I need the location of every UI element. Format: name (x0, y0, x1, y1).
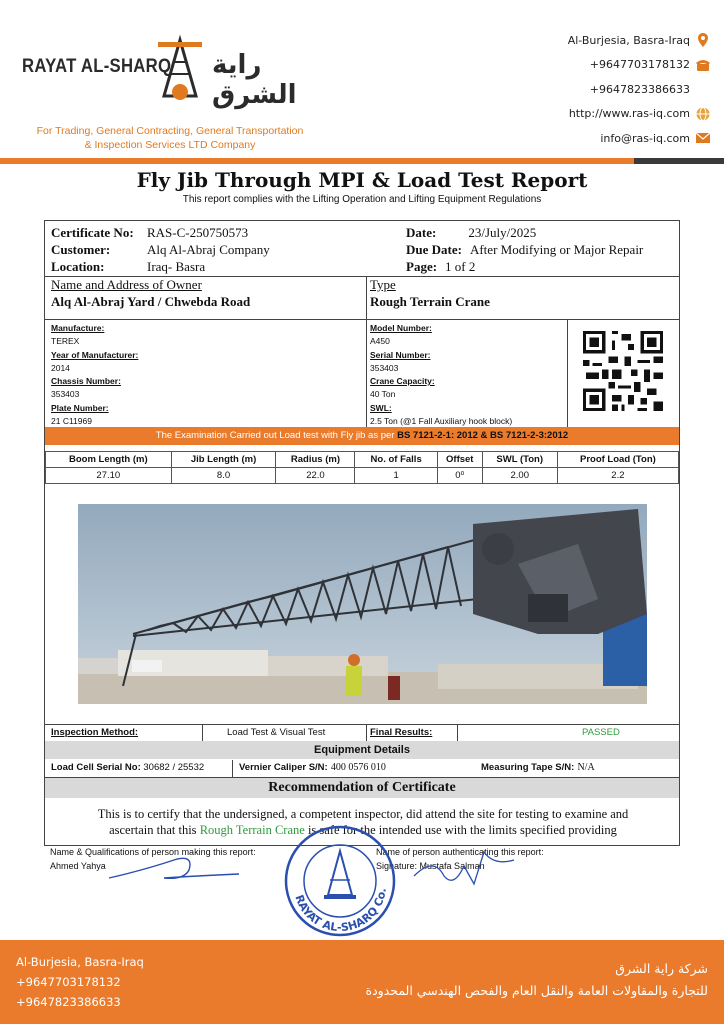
owner-heading: Name and Address of Owner (51, 277, 202, 292)
column-header: Offset (437, 452, 482, 468)
contact-phone-1[interactable]: +9647703178132 (490, 53, 710, 78)
maker-name: Ahmed Yahya (50, 861, 106, 871)
page-number: 1 of 2 (445, 259, 476, 274)
report-subtitle: This report complies with the Lifting Operation and Lifting Equipment Regulations (182, 194, 542, 205)
equipment-heading: Equipment Details (45, 741, 679, 759)
tape-serial: N/A (577, 762, 595, 773)
authenticator-label: Name of person authenticating this report: (376, 847, 544, 857)
crane-capacity: 40 Ton (370, 389, 396, 400)
footer (0, 940, 724, 1024)
certificate-info: Certificate No: RAS-C-250750573 Customer: Alq Al-Abraj Company Location: Iraq- Basra (51, 225, 270, 274)
globe-icon (696, 107, 710, 121)
inspection-row: Inspection Method: Load Test & Visual Test Final Results: PASSED (51, 727, 620, 738)
qr-code-icon[interactable] (583, 331, 663, 411)
standard-reference: BS 7121-2-1: 2012 & BS 7121-2-3:2012 (397, 430, 569, 441)
examination-banner: The Examination Carried out Load test with Fly jib as per BS 7121-2-1: 2012 & BS 7121-2-3:2012 (45, 427, 679, 445)
load-cell-serial: 30682 / 25532 (143, 762, 205, 773)
column-header: Jib Length (m) (171, 452, 276, 468)
specs-left: Manufacture: TEREX Year of Manufacturer: 2014 Chassis Number: 353403 Plate Number: 21 C11969 (51, 322, 138, 428)
footer-phone-2[interactable]: +9647823386633 (16, 995, 121, 1009)
model-number: A450 (370, 336, 390, 347)
contact-website[interactable]: http://www.ras-iq.com (490, 102, 710, 127)
column-header: Boom Length (m) (46, 452, 172, 468)
column-header: Radius (m) (276, 452, 355, 468)
company-logo (16, 34, 316, 110)
divider (45, 319, 679, 320)
authenticator-name: Mustafa Salman (419, 861, 485, 871)
test-parameters-table (45, 451, 679, 484)
due-date: After Modifying or Major Repair (469, 242, 644, 257)
plate-number: 21 C11969 (51, 416, 92, 427)
final-result: PASSED (582, 727, 620, 738)
location-pin-icon (696, 33, 710, 47)
type-heading: Type (370, 277, 396, 292)
certificate-body (44, 220, 680, 846)
equipment-row: Load Cell Serial No: 30682 / 25532 Vernier Caliper S/N: 400 0576 010 Measuring Tape S/N: N/A (51, 762, 595, 773)
swl-value: 2.5 Ton (@1 Fall Auxiliary hook block) (370, 416, 513, 427)
contact-address: Al-Burjesia, Basra-Iraq (490, 28, 710, 53)
equipment-type: Rough Terrain Crane (370, 294, 490, 309)
column-header: No. of Falls (355, 452, 437, 468)
manufacturer: TEREX (51, 336, 80, 347)
report-date: 23/July/2025 (468, 225, 537, 240)
swl: 2.00 (482, 468, 557, 484)
boom-length: 27.10 (46, 468, 172, 484)
logo-english: RAYAT AL-SHARQ (22, 56, 172, 77)
phone-icon (696, 58, 710, 72)
company-stamp (280, 825, 400, 937)
falls: 1 (355, 468, 437, 484)
caliper-serial: 400 0576 010 (330, 762, 386, 773)
contact-list (490, 28, 710, 151)
offset: 0⁰ (437, 468, 482, 484)
footer-contacts (16, 952, 144, 1012)
inspection-method: Load Test & Visual Test (227, 727, 326, 738)
maker-signature (104, 850, 244, 886)
crane-photo (78, 504, 647, 704)
footer-address: Al-Burjesia, Basra-Iraq (16, 955, 144, 969)
footer-phone-1[interactable]: +9647703178132 (16, 975, 121, 989)
column-header: Proof Load (Ton) (557, 452, 678, 468)
report-title: Fly Jib Through MPI & Load Test Report (136, 168, 588, 192)
proof-load: 2.2 (557, 468, 678, 484)
divider (567, 319, 568, 427)
customer-name: Alq Al-Abraj Company (147, 242, 270, 257)
company-description: For Trading, General Contracting, General Transportation & Inspection Services LTD Company (36, 125, 304, 151)
table-header-row (46, 452, 679, 468)
radius: 22.0 (276, 468, 355, 484)
jib-length: 8.0 (171, 468, 276, 484)
contact-email[interactable]: info@ras-iq.com (490, 126, 710, 151)
chassis-number: 353403 (51, 389, 80, 400)
certificate-number: RAS-C-250750573 (147, 225, 249, 240)
envelope-icon (696, 131, 710, 145)
svg-text:RAYAT AL-SHARQ Co.: RAYAT AL-SHARQ Co. (292, 887, 389, 935)
divider (366, 276, 367, 427)
recommendation-text: This is to certify that the undersigned, a competent inspector, did attend the site for testing to examine and ascertain that this Rough Terrain Crane is safe for the intended use with the limits specified providing (97, 807, 629, 837)
owner-address: Alq Al-Abraj Yard / Chwebda Road (51, 294, 251, 309)
contact-phone-2[interactable]: +9647823386633 (589, 82, 690, 96)
footer-company-arabic: شركة راية الشرق للتجارة والمقاولات العامة والنقل العام والفحص الهندسي المحدودة (365, 961, 708, 998)
header-divider (0, 158, 724, 164)
manufacture-year: 2014 (51, 362, 70, 373)
table-row (46, 468, 679, 484)
location: Iraq- Basra (147, 259, 206, 274)
maker-label: Name & Qualifications of person making this report: (50, 847, 256, 857)
column-header: SWL (Ton) (482, 452, 557, 468)
specs-right: Model Number: A450 Serial Number: 353403 Crane Capacity: 40 Ton SWL: 2.5 Ton (@1 Fall Auxiliary hook block) (370, 322, 512, 428)
serial-number: 353403 (370, 362, 399, 373)
recommendation-heading: Recommendation of Certificate (45, 778, 679, 798)
authenticator-signature (404, 846, 524, 890)
certificate-dates: Date: 23/July/2025 Due Date: After Modifying or Major Repair Page: 1 of 2 (406, 225, 644, 274)
letterhead (0, 0, 724, 160)
logo-arabic: راية الشرق (212, 50, 297, 110)
signature-section: Name & Qualifications of person making this report: Ahmed Yahya Name of person authenticating this report: Signature: Mustafa Salman (44, 846, 680, 886)
